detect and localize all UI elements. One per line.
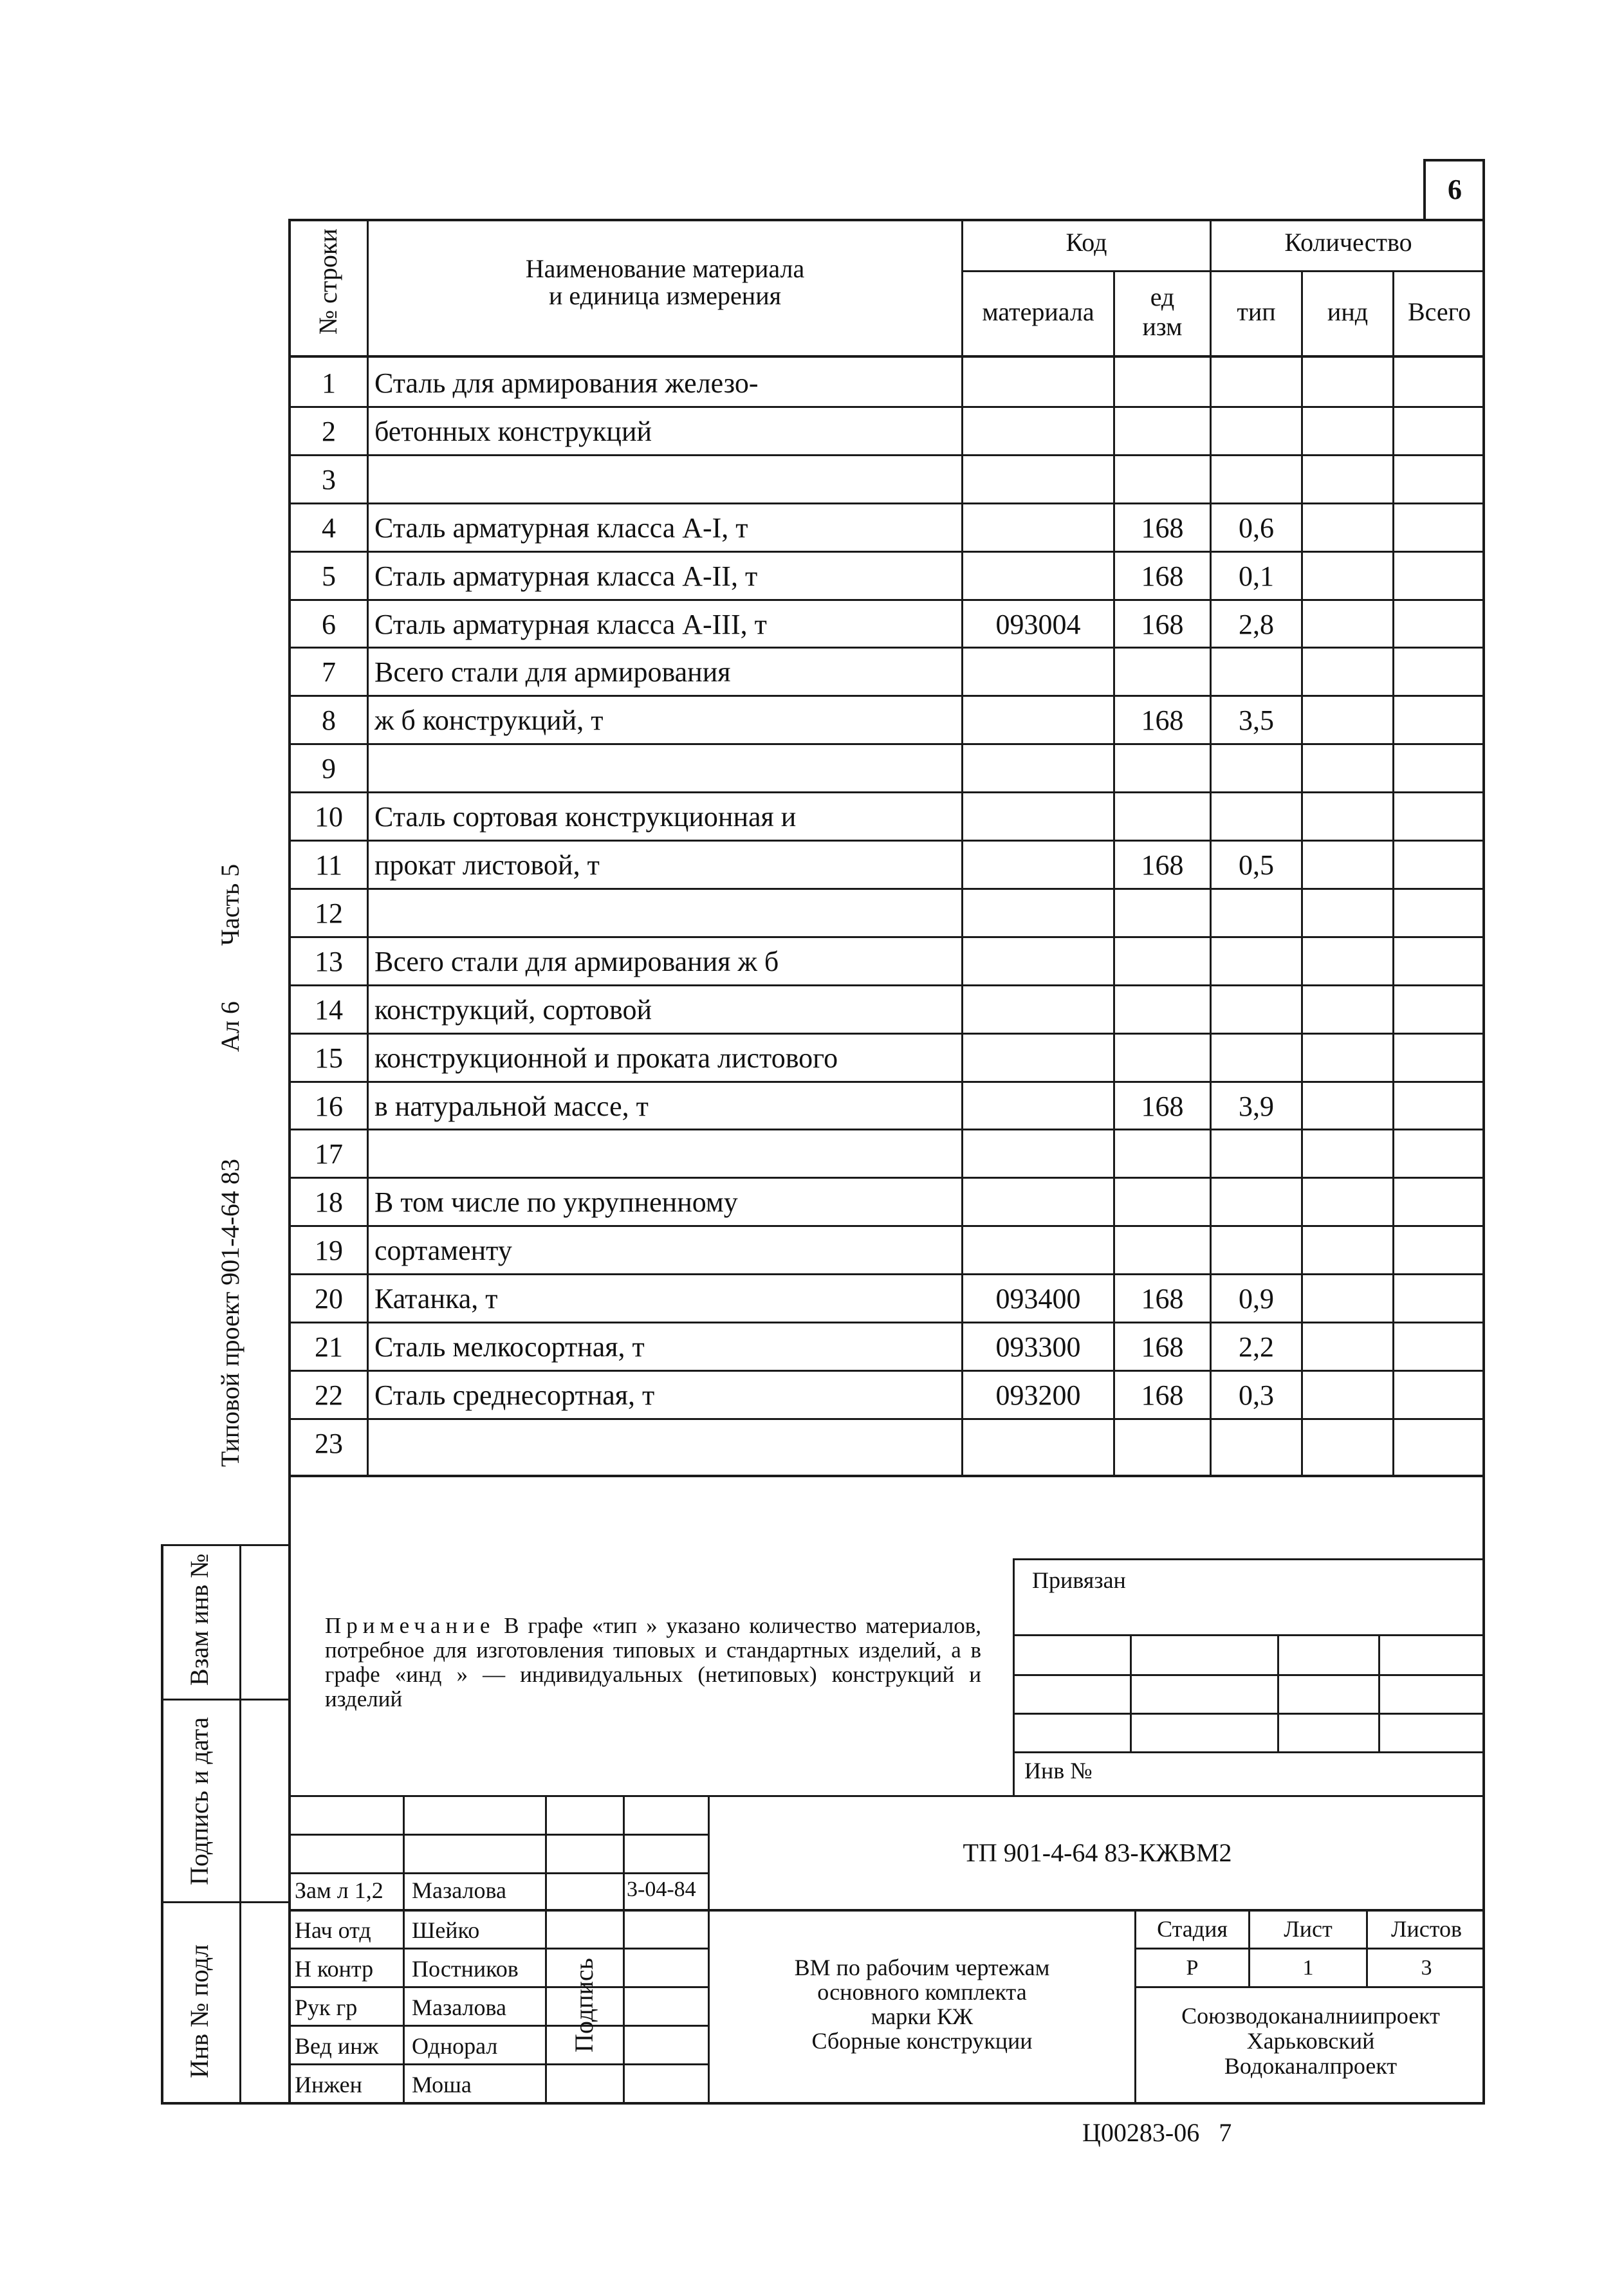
note-text: В графе «тип » указано количество материалов, потребное для изготовления типовых и стандартных изделий, а в графе «инд » — индивидуальных (нетиповых) конструкций и изделий (325, 1613, 981, 1711)
unit-code: 168 (1141, 849, 1184, 881)
change-name: Мазалова (412, 1877, 506, 1903)
material-name: бетонных конструкций (374, 416, 652, 447)
qty-type: 0,6 (1239, 512, 1274, 544)
header-row-no: № строки (313, 228, 342, 335)
material-code: 093300 (995, 1331, 1081, 1363)
material-name: Катанка, т (374, 1283, 498, 1314)
material-code: 093004 (995, 609, 1081, 640)
staff-name: Однорал (412, 2033, 498, 2059)
designation: ТП 901-4-64 83-КЖВМ2 (963, 1838, 1232, 1867)
qty-type: 2,8 (1239, 609, 1274, 640)
row-number: 23 (315, 1428, 343, 1459)
doc-title-1: ВМ по рабочим чертежам (794, 1955, 1050, 1980)
staff-role: Нач отд (295, 1917, 371, 1943)
footer-code: Ц00283-06 7 (1082, 2118, 1232, 2147)
org-3: Водоканалпроект (1224, 2053, 1398, 2079)
stage-label: Стадия (1157, 1916, 1228, 1942)
header-name-1: Наименование материала (525, 254, 805, 283)
doc-title-3: марки КЖ (871, 2004, 973, 2029)
unit-code: 168 (1141, 560, 1184, 592)
row-number: 16 (315, 1091, 343, 1122)
sheet-label: Лист (1284, 1916, 1333, 1942)
row-number: 11 (315, 849, 343, 881)
header-code: Код (1066, 228, 1107, 257)
material-name: Сталь среднесортная, т (374, 1379, 655, 1411)
qty-type: 2,2 (1239, 1331, 1274, 1363)
material-name: ж б конструкций, т (374, 705, 604, 736)
org-2: Харьковский (1246, 2028, 1375, 2054)
row-number: 7 (322, 656, 336, 688)
qty-type: 0,5 (1239, 849, 1274, 881)
privyazan-label: Привязан (1032, 1567, 1126, 1593)
org-1: Союзводоканалниипроект (1181, 2003, 1440, 2029)
header-qty-type: тип (1237, 297, 1276, 326)
row-number: 9 (322, 753, 336, 784)
unit-code: 168 (1141, 609, 1184, 640)
material-name: Всего стали для армирования ж б (374, 946, 779, 977)
row-number: 22 (315, 1379, 343, 1411)
row-number: 5 (322, 560, 336, 592)
side-album: Ал 6 (216, 1001, 245, 1052)
row-number: 8 (322, 705, 336, 736)
header-qty-ind: инд (1327, 297, 1369, 326)
qty-type: 3,5 (1239, 705, 1274, 736)
staff-role: Вед инж (295, 2033, 379, 2059)
unit-code: 168 (1141, 705, 1184, 736)
material-name: Сталь арматурная класса А-II, т (374, 560, 758, 592)
qty-type: 0,3 (1239, 1379, 1274, 1411)
side-podpis-data: Подпись и дата (185, 1717, 214, 1885)
row-number: 18 (315, 1186, 343, 1218)
page-number: 6 (1448, 174, 1462, 205)
row-number: 2 (322, 416, 336, 447)
material-name: Сталь арматурная класса А-III, т (374, 609, 767, 640)
row-number: 10 (315, 801, 343, 833)
unit-code: 168 (1141, 1091, 1184, 1122)
row-number: 1 (322, 367, 336, 399)
qty-type: 3,9 (1239, 1091, 1274, 1122)
side-vzam: Взам инв № (185, 1553, 214, 1686)
sheets-value: 3 (1421, 1956, 1432, 1980)
row-number: 15 (315, 1042, 343, 1074)
staff-name: Моша (412, 2072, 472, 2097)
staff-role: Инжен (295, 2072, 362, 2097)
material-code: 093400 (995, 1283, 1081, 1314)
row-number: 19 (315, 1235, 343, 1266)
note (325, 1614, 981, 1711)
header-qty: Количество (1284, 228, 1412, 257)
doc-title-2: основного комплекта (817, 1979, 1027, 2005)
note-label: Примечание (325, 1613, 495, 1638)
side-inv-podl: Инв № подл (185, 1944, 214, 2078)
unit-code: 168 (1141, 1331, 1184, 1363)
material-name: Сталь сортовая конструкционная и (374, 801, 797, 833)
row-number: 21 (315, 1331, 343, 1363)
doc-title-4: Сборные конструкции (811, 2028, 1033, 2054)
header-code-material: материала (982, 297, 1094, 326)
row-number: 4 (322, 512, 336, 544)
header-unit-2: изм (1142, 312, 1183, 341)
staff-role: Рук гр (295, 1995, 358, 2020)
material-name: конструкционной и проката листового (374, 1042, 838, 1074)
material-name: В том числе по укрупненному (374, 1186, 738, 1218)
material-name: Сталь для армирования железо- (374, 367, 759, 399)
unit-code: 168 (1141, 1379, 1184, 1411)
inv-no-label: Инв № (1024, 1758, 1093, 1784)
sheets-label: Листов (1391, 1916, 1462, 1942)
change-label: Зам л 1,2 (295, 1877, 383, 1903)
stage-value: Р (1186, 1956, 1199, 1980)
staff-name: Мазалова (412, 1995, 506, 2020)
header-qty-total: Всего (1407, 297, 1472, 326)
material-name: прокат листовой, т (374, 849, 600, 881)
material-name: Сталь мелкосортная, т (374, 1331, 645, 1363)
material-name: сортаменту (374, 1235, 512, 1266)
qty-type: 0,1 (1239, 560, 1274, 592)
material-name: Сталь арматурная класса А-I, т (374, 512, 748, 544)
staff-role: Н контр (295, 1956, 374, 1982)
unit-code: 168 (1141, 1283, 1184, 1314)
sheet-value: 1 (1302, 1956, 1314, 1980)
header-name-2: и единица измерения (548, 281, 782, 310)
signature-label: Подпись (569, 1958, 598, 2052)
row-number: 20 (315, 1283, 343, 1314)
row-number: 13 (315, 946, 343, 977)
unit-code: 168 (1141, 512, 1184, 544)
staff-name: Шейко (412, 1917, 480, 1943)
row-number: 17 (315, 1138, 343, 1170)
qty-type: 0,9 (1239, 1283, 1274, 1314)
staff-name: Постников (412, 1956, 519, 1982)
row-number: 3 (322, 464, 336, 495)
header-unit-1: ед (1150, 282, 1175, 311)
side-project: Типовой проект 901-4-64 83 (216, 1159, 245, 1467)
material-name: Всего стали для армирования (374, 656, 731, 688)
row-number: 6 (322, 609, 336, 640)
change-date: 3-04-84 (627, 1877, 696, 1901)
material-name: конструкций, сортовой (374, 994, 652, 1026)
row-number: 14 (315, 994, 343, 1026)
row-number: 12 (315, 898, 343, 929)
side-part: Часть 5 (216, 863, 245, 946)
material-code: 093200 (995, 1379, 1081, 1411)
material-name: в натуральной массе, т (374, 1091, 649, 1122)
